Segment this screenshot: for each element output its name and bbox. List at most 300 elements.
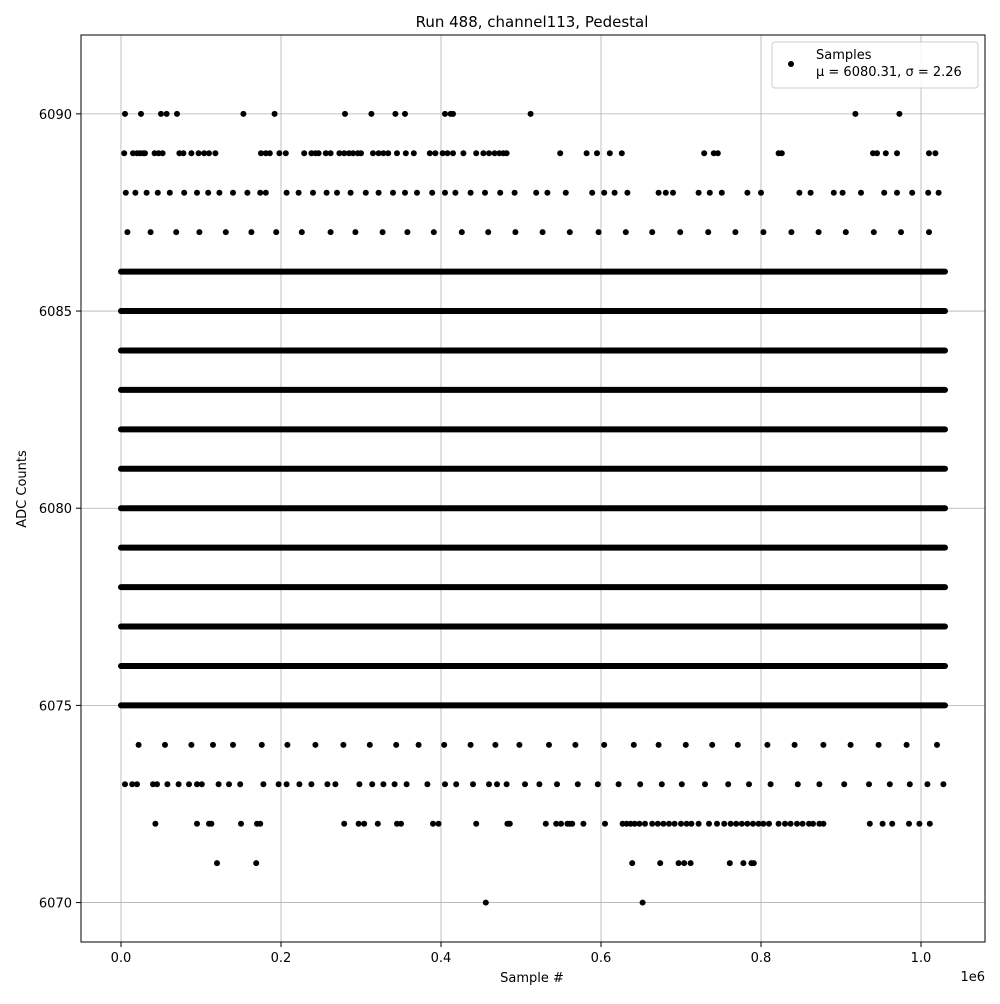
data-point <box>260 781 266 787</box>
data-point <box>205 190 211 196</box>
data-point <box>208 821 214 827</box>
data-point <box>760 229 766 235</box>
data-point <box>132 190 138 196</box>
data-point <box>516 742 522 748</box>
data-point <box>167 190 173 196</box>
data-point <box>629 860 635 866</box>
data-point <box>546 742 552 748</box>
data-point <box>688 860 694 866</box>
data-point <box>907 781 913 787</box>
data-point <box>916 821 922 827</box>
data-point <box>216 190 222 196</box>
data-point <box>932 150 938 156</box>
data-point <box>744 190 750 196</box>
data-point <box>800 821 806 827</box>
data-point <box>601 190 607 196</box>
data-point <box>154 781 160 787</box>
data-point <box>142 150 148 156</box>
data-point <box>473 150 479 156</box>
data-point <box>706 821 712 827</box>
data-point <box>709 742 715 748</box>
data-point <box>601 742 607 748</box>
data-point <box>676 860 682 866</box>
data-point <box>196 150 202 156</box>
data-point <box>370 150 376 156</box>
data-point <box>876 742 882 748</box>
data-point <box>624 190 630 196</box>
data-point <box>794 821 800 827</box>
data-point <box>272 111 278 117</box>
data-point <box>188 742 194 748</box>
data-point <box>194 821 200 827</box>
data-point <box>637 781 643 787</box>
data-point <box>554 781 560 787</box>
legend-stats: μ = 6080.31, σ = 2.26 <box>816 65 962 80</box>
data-point <box>906 821 912 827</box>
data-point <box>796 190 802 196</box>
data-point <box>866 781 872 787</box>
data-point <box>194 190 200 196</box>
data-point <box>705 229 711 235</box>
data-point <box>504 781 510 787</box>
data-point <box>312 742 318 748</box>
data-point <box>688 821 694 827</box>
data-point <box>595 781 601 787</box>
data-point <box>594 150 600 156</box>
data-point <box>392 781 398 787</box>
data-point <box>494 781 500 787</box>
data-point <box>751 860 757 866</box>
data-point <box>164 111 170 117</box>
data-point <box>715 150 721 156</box>
data-point <box>453 781 459 787</box>
data-point <box>940 781 946 787</box>
data-point <box>683 742 689 748</box>
data-point <box>575 781 581 787</box>
data-point <box>486 150 492 156</box>
data-point <box>623 229 629 235</box>
data-point <box>483 900 489 906</box>
data-point <box>696 190 702 196</box>
data-point <box>296 781 302 787</box>
data-point <box>612 190 618 196</box>
data-point <box>672 821 678 827</box>
data-point <box>160 150 166 156</box>
legend <box>772 42 978 88</box>
data-point <box>358 150 364 156</box>
data-point <box>259 742 265 748</box>
data-point <box>816 781 822 787</box>
data-point <box>714 821 720 827</box>
data-point <box>810 821 816 827</box>
data-point <box>619 150 625 156</box>
data-point <box>308 781 314 787</box>
data-point <box>934 742 940 748</box>
data-point <box>152 821 158 827</box>
data-point <box>926 229 932 235</box>
data-point <box>909 190 915 196</box>
data-point <box>649 229 655 235</box>
data-point <box>427 150 433 156</box>
data-point <box>649 821 655 827</box>
data-point <box>904 742 910 748</box>
data-point <box>486 781 492 787</box>
legend-marker <box>788 61 794 67</box>
data-point <box>283 150 289 156</box>
data-point <box>436 821 442 827</box>
data-point <box>164 781 170 787</box>
data-point <box>402 190 408 196</box>
data-point <box>779 150 785 156</box>
data-point <box>122 111 128 117</box>
data-point <box>173 229 179 235</box>
data-point <box>430 821 436 827</box>
data-point <box>230 742 236 748</box>
data-point <box>267 150 273 156</box>
data-point <box>442 190 448 196</box>
data-point <box>540 229 546 235</box>
x-tick-label: 0.6 <box>590 951 612 966</box>
data-point <box>744 821 750 827</box>
data-point <box>442 111 448 117</box>
data-point <box>429 190 435 196</box>
data-point <box>390 190 396 196</box>
data-point <box>719 190 725 196</box>
data-point <box>273 229 279 235</box>
data-point <box>186 781 192 787</box>
data-point <box>858 190 864 196</box>
data-point <box>380 781 386 787</box>
data-point <box>403 150 409 156</box>
data-point <box>607 150 613 156</box>
data-point <box>788 229 794 235</box>
data-point <box>512 190 518 196</box>
data-point <box>696 821 702 827</box>
data-point <box>328 229 334 235</box>
data-point <box>296 190 302 196</box>
data-point <box>659 781 665 787</box>
data-point <box>253 860 259 866</box>
data-point <box>230 190 236 196</box>
data-point <box>841 781 847 787</box>
data-point <box>896 111 902 117</box>
data-point <box>244 190 250 196</box>
data-point <box>788 821 794 827</box>
data-point <box>894 150 900 156</box>
data-point <box>679 781 685 787</box>
y-axis-label: ADC Counts <box>15 450 30 528</box>
data-point <box>533 190 539 196</box>
data-point <box>138 111 144 117</box>
data-point <box>544 190 550 196</box>
data-point <box>795 781 801 787</box>
data-point <box>816 229 822 235</box>
data-point <box>660 821 666 827</box>
data-point <box>678 821 684 827</box>
data-point <box>342 111 348 117</box>
data-point <box>368 111 374 117</box>
data-point <box>134 781 140 787</box>
data-point <box>663 190 669 196</box>
data-point <box>181 190 187 196</box>
data-point <box>707 190 713 196</box>
data-point <box>210 742 216 748</box>
data-point <box>348 190 354 196</box>
data-point <box>226 781 232 787</box>
data-point <box>727 860 733 866</box>
x-tick-label: 0.4 <box>430 951 452 966</box>
data-point <box>276 781 282 787</box>
data-point <box>512 229 518 235</box>
legend-label: Samples <box>816 48 872 63</box>
data-point <box>385 150 391 156</box>
data-point <box>482 190 488 196</box>
x-tick-label: 0.8 <box>750 951 772 966</box>
data-point <box>740 860 746 866</box>
data-point <box>569 821 575 827</box>
data-point <box>589 190 595 196</box>
data-point <box>640 900 646 906</box>
data-point <box>733 821 739 827</box>
data-point <box>124 229 130 235</box>
data-point <box>670 190 676 196</box>
data-point <box>316 150 322 156</box>
data-point <box>216 781 222 787</box>
data-point <box>504 150 510 156</box>
x-axis-offset-text: 1e6 <box>960 970 985 985</box>
data-point <box>375 821 381 827</box>
data-point <box>332 781 338 787</box>
data-point <box>936 190 942 196</box>
data-point <box>732 229 738 235</box>
data-point <box>725 781 731 787</box>
data-point <box>557 150 563 156</box>
data-point <box>214 860 220 866</box>
data-point <box>284 781 290 787</box>
data-point <box>831 190 837 196</box>
data-point <box>883 150 889 156</box>
data-point <box>642 821 648 827</box>
data-point <box>450 111 456 117</box>
data-point <box>666 821 672 827</box>
data-point <box>874 150 880 156</box>
data-point <box>155 190 161 196</box>
data-point <box>702 781 708 787</box>
x-tick-label: 1.0 <box>910 951 932 966</box>
data-point <box>123 190 129 196</box>
data-point <box>301 150 307 156</box>
x-tick-label: 0.2 <box>270 951 292 966</box>
data-point <box>820 742 826 748</box>
y-tick-label: 6090 <box>38 107 72 123</box>
data-point <box>212 150 218 156</box>
data-point <box>459 229 465 235</box>
data-point <box>924 781 930 787</box>
data-point <box>263 190 269 196</box>
data-point <box>721 821 727 827</box>
data-point <box>760 821 766 827</box>
data-point <box>340 742 346 748</box>
data-point <box>356 821 362 827</box>
data-point <box>148 229 154 235</box>
data-point <box>792 742 798 748</box>
data-point <box>310 190 316 196</box>
data-point <box>497 190 503 196</box>
data-point <box>782 821 788 827</box>
data-point <box>248 229 254 235</box>
data-point <box>162 742 168 748</box>
data-point <box>528 111 534 117</box>
data-point <box>656 742 662 748</box>
data-point <box>441 742 447 748</box>
data-point <box>470 781 476 787</box>
data-point <box>572 742 578 748</box>
data-point <box>746 781 752 787</box>
data-point <box>580 821 586 827</box>
data-point <box>766 821 772 827</box>
data-point <box>196 229 202 235</box>
data-point <box>334 190 340 196</box>
data-point <box>363 190 369 196</box>
data-point <box>739 821 745 827</box>
data-point <box>776 821 782 827</box>
data-point <box>871 229 877 235</box>
data-point <box>563 190 569 196</box>
data-point <box>136 742 142 748</box>
data-point <box>843 229 849 235</box>
data-point <box>460 150 466 156</box>
data-point <box>631 742 637 748</box>
data-point <box>199 781 205 787</box>
data-point <box>880 821 886 827</box>
data-point <box>492 742 498 748</box>
data-point <box>750 821 756 827</box>
data-point <box>432 150 438 156</box>
data-point <box>657 860 663 866</box>
data-point <box>848 742 854 748</box>
data-point <box>328 150 334 156</box>
data-point <box>480 150 486 156</box>
data-point <box>237 781 243 787</box>
data-point <box>889 821 895 827</box>
y-tick-label: 6080 <box>38 502 72 518</box>
data-point <box>444 150 450 156</box>
data-point <box>352 229 358 235</box>
data-point <box>677 229 683 235</box>
data-point <box>299 229 305 235</box>
data-point <box>431 229 437 235</box>
data-point <box>276 150 282 156</box>
data-point <box>894 190 900 196</box>
data-point <box>369 781 375 787</box>
data-point <box>887 781 893 787</box>
data-point <box>927 821 933 827</box>
data-point <box>655 821 661 827</box>
data-point <box>380 229 386 235</box>
data-point <box>926 150 932 156</box>
data-point <box>240 111 246 117</box>
data-point <box>485 229 491 235</box>
data-point <box>567 229 573 235</box>
data-point <box>584 150 590 156</box>
data-point <box>257 821 263 827</box>
data-point <box>176 781 182 787</box>
data-point <box>223 229 229 235</box>
data-point <box>411 150 417 156</box>
y-tick-label: 6075 <box>38 699 72 715</box>
x-axis-label: Sample # <box>500 971 564 986</box>
data-point <box>450 150 456 156</box>
data-point <box>616 781 622 787</box>
data-point <box>808 190 814 196</box>
y-tick-label: 6070 <box>38 896 72 912</box>
data-point <box>881 190 887 196</box>
data-point <box>158 111 164 117</box>
data-point <box>468 190 474 196</box>
data-point <box>558 821 564 827</box>
data-point <box>284 190 290 196</box>
data-point <box>602 821 608 827</box>
data-point <box>681 860 687 866</box>
data-point <box>238 821 244 827</box>
data-point <box>392 111 398 117</box>
data-point <box>180 150 186 156</box>
data-point <box>852 111 858 117</box>
data-point <box>122 781 128 787</box>
data-point <box>361 821 367 827</box>
data-point <box>414 190 420 196</box>
data-point <box>257 190 263 196</box>
data-point <box>424 781 430 787</box>
data-point <box>404 229 410 235</box>
data-point <box>840 190 846 196</box>
data-point <box>174 111 180 117</box>
data-point <box>867 821 873 827</box>
data-point <box>416 742 422 748</box>
y-tick-label: 6085 <box>38 305 72 321</box>
data-point <box>356 781 362 787</box>
data-point <box>728 821 734 827</box>
data-point <box>367 742 373 748</box>
data-point <box>121 150 127 156</box>
data-point <box>442 781 448 787</box>
data-point <box>820 821 826 827</box>
data-point <box>324 190 330 196</box>
data-point <box>398 821 404 827</box>
data-point <box>468 742 474 748</box>
data-point <box>636 821 642 827</box>
data-point <box>324 781 330 787</box>
data-point <box>507 821 513 827</box>
data-point <box>394 150 400 156</box>
data-point <box>402 111 408 117</box>
data-point <box>898 229 904 235</box>
data-point <box>206 150 212 156</box>
data-point <box>758 190 764 196</box>
data-point <box>393 742 399 748</box>
data-point <box>701 150 707 156</box>
data-point <box>522 781 528 787</box>
data-point <box>473 821 479 827</box>
data-point <box>284 742 290 748</box>
data-point <box>925 190 931 196</box>
data-point <box>536 781 542 787</box>
data-point <box>188 150 194 156</box>
chart-title: Run 488, channel113, Pedestal <box>415 13 649 31</box>
data-point <box>543 821 549 827</box>
data-point <box>764 742 770 748</box>
data-point <box>452 190 458 196</box>
